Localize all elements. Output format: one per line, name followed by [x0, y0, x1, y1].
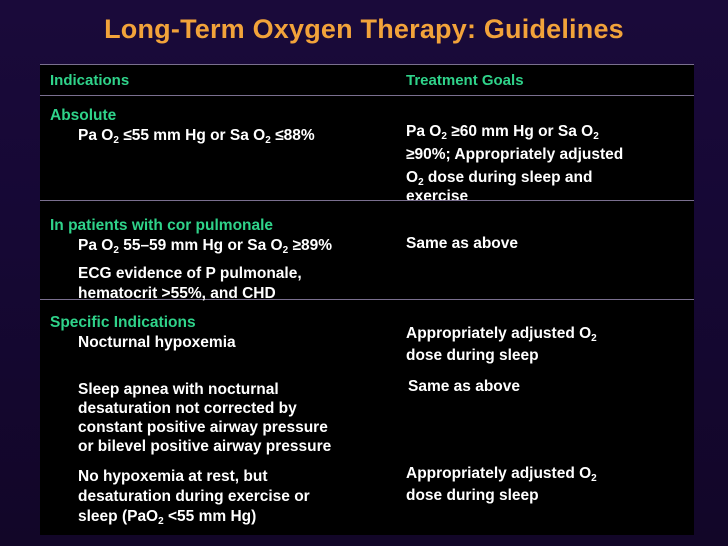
section-heading-cor-pulmonale: In patients with cor pulmonale: [50, 217, 274, 234]
column-header-indications: Indications: [50, 72, 130, 89]
column-header-treatment-goals: Treatment Goals: [406, 72, 524, 89]
section-heading-specific-indications: Specific Indications: [50, 314, 196, 331]
indication-cor-pulmonale-ecg: ECG evidence of P pulmonale, hematocrit >55%, and CHD: [78, 265, 302, 302]
section-heading-absolute: Absolute: [50, 107, 117, 124]
indication-cor-pulmonale-pao2: Pa $O_2$ 55–59 mm Hg or Sa $O_2 \ge 89\%$: [78, 237, 332, 256]
goal-sleep-apnea: Same as above: [408, 378, 521, 395]
indication-nocturnal-hypoxemia: Nocturnal hypoxemia: [78, 334, 236, 351]
goal-exercise-desaturation: Appropriately adjusted $O_2$ dose during sleep: [406, 465, 597, 504]
goal-nocturnal-hypoxemia: Appropriately adjusted $O_2$ dose during sleep: [406, 325, 597, 364]
goal-absolute: Pa $O_2 \ge 60$ mm Hg or Sa $O_2$ ≥90%; Appropriately adjusted $O_2$ dose during sleep and exercise: [406, 123, 624, 200]
indication-exercise-desaturation: No hypoxemia at rest, but desaturation during exercise or sleep (PaO$_2$ <55 mm Hg): [78, 468, 310, 527]
header-divider: [40, 95, 694, 96]
goal-cor-pulmonale: Same as above: [406, 235, 519, 252]
indication-sleep-apnea: Sleep apnea with nocturnal desaturation not corrected by constant positive airway pressure or bilevel positive airway pressure: [78, 381, 332, 455]
indication-absolute: Pa $O_2 \le 55$ mm Hg or Sa $O_2 \le 88\%$: [78, 127, 315, 146]
page-title: Long-Term Oxygen Therapy: Guidelines: [104, 14, 624, 44]
row-divider: [40, 200, 694, 201]
